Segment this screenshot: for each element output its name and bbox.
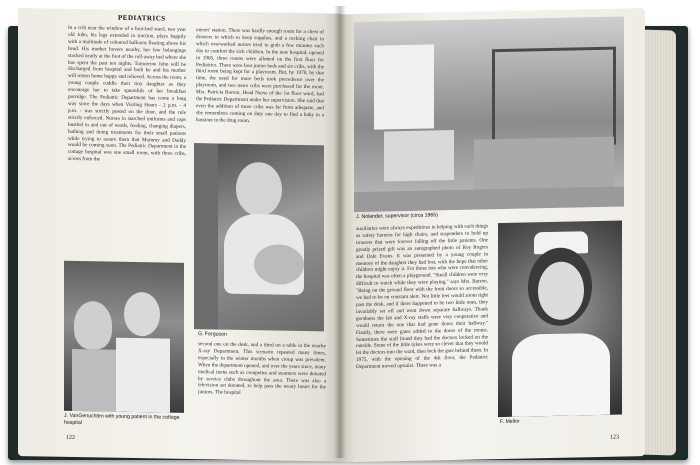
- left-page-number: 122: [66, 434, 75, 441]
- left-column-2-continued-text: second one on the desk, and a third on a table in the nearby X-ray Department. This scenario repeated many times, especially in the winter months when croup was prevalent. When the department opened, and over the years since, many medical items such as croupettes and steamers were donated by service clubs throughout the area. There was also a television set donated, to help pass the weary hours for the juniors. The hospital: [198, 341, 326, 397]
- book-gutter: [334, 6, 346, 458]
- left-column-2-continued: [198, 341, 326, 439]
- left-column-1-text: In a crib near the window of a four-bed ward, two year old John, his legs extended in traction, plays happily with a multitude of coloured balloons floating above his head. His mother hovers nearby, her few belongings stacked neatly at the foot of the roll-away bed where she has spent the past ten nights. Tomorrow John will be discharged from hospital and both he and his mother will return home happy and relieved.: [68, 24, 186, 81]
- running-head: PEDIATRICS: [118, 13, 166, 23]
- left-column-1-text-more: Across the room, a young couple cuddle their tiny daughter as they encourage her to take spoonfuls of her breakfast porridge. The Pediatric Department has come a long way since the days when Visiting Hours - 2 p.m. - 4 p.m. - was strictly posted on the door, and the rule strictly enforced. Nurses in starched uniforms and caps bustled in and out of wards, feeding, changing diapers, bathing and doing treatments for their small patients while trying to assure them that Mommy and Daddy would be coming soon. The Pediatric Department in the cottage hospital was one small room, with three cribs, across from the: [68, 74, 186, 163]
- right-column-1-text: auxiliaries were always expeditious in helping with such things as safety harness for high chairs, and suspenders to hold up trousers that were forever falling off the little patients. One greatly prized gift was an autographed photo of Roy Rogers and Dale Evans. It was presented by a young couple in memory of the daughter they had lost, with the hope that other children might enjoy it. For those tots who were convalescing, the hospital was often a playground. "Small children were very difficult to watch while they were playing," says Mrs. Barron. "Being on the ground floor with the front doors so accessible, we had to be on constant alert. Not little feet would zoom right past the desk, and if there happened to be two little ones, they invariably set off and went down separate hallways. Thank goodness the lab and X-ray staffs were very cooperative and would return the one that had gone down their hallway." Finally, there were gates added to the doors of the rooms. Sometimes the staff found they had the doctors locked on the outside. Some of the little tykes were so clever that they would let the doctors into the ward, then lock the gate behind them. In 1975, with the opening of the 4th floor, the Pediatric Department moved upstairs. There was a: [356, 223, 488, 371]
- right-page: [340, 8, 645, 462]
- left-column-2-text: nurses' station. There was hardly enough room for a chest of drawers in which to keep supplies, and a rocking chair in which overworked nurses tried to grab a few minutes each day to comfort the sick children. In the new hospital, opened in 1965, three rooms were allotted on the first floor for Pediatrics. There were four junior beds and six cribs, with the third room being kept for a playroom. But, by 1970, by that time, the need for more beds took precedence over the playroom, and two more cribs were purchased for the room. Mrs. Patricia Barron, Head Nurse of the 1st floor ward, had the Pediatric Department under her supervision. She said that even the addition of more cribs was far from adequate, and she remembers coming on duty one day to find a baby in a bassinet in the drug room.: [196, 27, 324, 124]
- left-page: [18, 8, 340, 462]
- photo-nurse-portrait: [498, 220, 622, 417]
- photo-pediatric-ward: [354, 16, 624, 212]
- caption-nurse-portrait: F. Mellor: [500, 418, 520, 426]
- right-column-1: [356, 223, 488, 440]
- caption-nurse-feeding-baby: G. Ferguson: [198, 331, 227, 338]
- right-page-number: 123: [610, 434, 619, 441]
- left-column-2: [196, 27, 324, 139]
- caption-nurse-with-patient: J. VanGenuchten with young patient in the cottage hospital: [64, 412, 180, 426]
- left-column-1: [68, 25, 186, 261]
- photo-nurse-feeding-baby: [194, 143, 324, 331]
- caption-pediatric-ward: J. Nolander, supervisor (circa 1965): [356, 212, 438, 221]
- photo-nurse-with-patient: [64, 261, 184, 413]
